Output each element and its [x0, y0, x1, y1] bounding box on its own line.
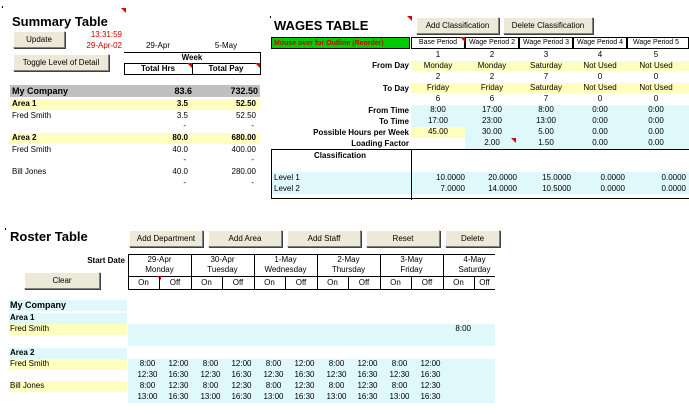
- rate-cell[interactable]: 15.0000: [542, 173, 571, 182]
- roster-time-cell[interactable]: 12:00: [294, 359, 315, 368]
- rate-cell[interactable]: 10.5000: [542, 184, 571, 193]
- wages-section: [265, 0, 689, 210]
- hours-cell[interactable]: 30.00: [481, 127, 503, 136]
- comment-marker-icon: [255, 63, 260, 68]
- roster-time-cell[interactable]: 16:30: [357, 370, 378, 379]
- roster-day-name: Thursday: [331, 265, 366, 274]
- to-day-cell[interactable]: Friday: [480, 83, 504, 92]
- summary-time: 13:31:59: [90, 30, 122, 39]
- roster-time-cell[interactable]: 8:00: [455, 324, 471, 333]
- roster-day-date: 4-May: [463, 255, 486, 264]
- roster-time-cell[interactable]: 16:30: [231, 392, 252, 401]
- to-time-cell[interactable]: 0:00: [648, 116, 664, 125]
- delete-classification-button[interactable]: Delete Classification: [503, 17, 593, 34]
- roster-time-cell[interactable]: 8:00: [328, 359, 345, 368]
- to-day-cell[interactable]: Not Used: [583, 83, 617, 92]
- roster-time-cell[interactable]: 12:30: [231, 381, 252, 390]
- hours-cell[interactable]: 0.00: [592, 127, 608, 136]
- roster-staff-row: Fred Smith: [9, 324, 127, 335]
- label-classification: Classification: [314, 151, 367, 160]
- start-date-label: Start Date: [87, 256, 125, 265]
- hours-cell[interactable]: 5.00: [538, 127, 554, 136]
- mouse-over-note: Mouse over for Outline (Reorder): [271, 37, 410, 49]
- roster-day-date: 30-Apr: [210, 255, 235, 264]
- to-time-cell[interactable]: 13:00: [535, 116, 557, 125]
- off-label: Off: [295, 278, 307, 287]
- roster-time-cell[interactable]: 8:00: [139, 381, 156, 390]
- rate-cell[interactable]: 0.0000: [661, 173, 686, 182]
- period-header: Wage Period 5: [632, 39, 680, 46]
- comment-marker-icon: [407, 16, 412, 21]
- roster-time-cell[interactable]: 16:30: [231, 370, 252, 379]
- rate-cell[interactable]: 20.0000: [488, 173, 517, 182]
- summary-row-person: Bill Jones 40.0 280.00: [12, 167, 256, 176]
- comment-marker-icon: [121, 8, 126, 13]
- roster-blank-row: [128, 335, 495, 346]
- roster-day-headers: [128, 254, 495, 290]
- summary-week-label: Week: [181, 53, 203, 62]
- period-column: 4 Not Used 0 Not Used 0 0:00 0:00 0.00 0.00: [573, 49, 627, 149]
- on-label: On: [327, 278, 338, 287]
- period-header: Wage Period 4: [576, 39, 624, 46]
- roster-time-cell[interactable]: 8:00: [139, 359, 156, 368]
- add-staff-button[interactable]: Add Staff: [287, 230, 361, 247]
- roster-time-cell[interactable]: 16:30: [357, 392, 378, 401]
- roster-time-cell[interactable]: 8:00: [391, 359, 408, 368]
- roster-staff-row: Bill Jones: [9, 381, 127, 392]
- to-time-cell[interactable]: 23:00: [481, 116, 503, 125]
- from-day-cell[interactable]: Monday: [477, 61, 507, 70]
- delete-button[interactable]: Delete: [445, 230, 500, 247]
- label-hours: Possible Hours per Week: [313, 128, 409, 137]
- roster-time-cell[interactable]: 12:30: [137, 370, 158, 379]
- on-label: On: [264, 278, 275, 287]
- from-time-cell[interactable]: 8:00: [430, 105, 446, 114]
- summary-row-area: Area 1 3.5 52.50: [10, 99, 260, 110]
- summary-row-dash: - -: [183, 178, 254, 187]
- from-day-cell[interactable]: Saturday: [529, 61, 563, 70]
- level-1-row: Level 1: [272, 172, 411, 183]
- roster-time-cell[interactable]: 16:30: [420, 370, 441, 379]
- from-time-cell[interactable]: 17:00: [481, 105, 503, 114]
- level-rates: [412, 172, 689, 194]
- summary-row-dash: - -: [183, 121, 254, 130]
- on-label: On: [138, 278, 149, 287]
- roster-area-row: Area 2: [9, 348, 127, 359]
- off-label: Off: [169, 278, 181, 287]
- period-column: 5 Not Used 0 Not Used 0 0:00 0:00 0.00 0.00: [627, 49, 685, 149]
- roster-staff-row: Fred Smith: [9, 359, 127, 370]
- roster-day-name: Wednesday: [264, 265, 307, 274]
- roster-day-date: 2-May: [337, 255, 360, 264]
- on-label: On: [390, 278, 401, 287]
- hours-cell[interactable]: 0.00: [648, 127, 664, 136]
- roster-time-cell[interactable]: 12:30: [200, 370, 221, 379]
- from-day-cell[interactable]: Monday: [423, 61, 453, 70]
- level-2-row: Level 2: [272, 183, 411, 194]
- roster-time-cell[interactable]: 8:00: [391, 381, 408, 390]
- period-header: Wage Period 3: [522, 39, 570, 46]
- from-day-cell[interactable]: Not Used: [583, 61, 617, 70]
- off-label: Off: [479, 278, 490, 287]
- roster-time-cell[interactable]: 13:00: [137, 392, 158, 401]
- comment-marker-icon: [460, 37, 465, 42]
- rate-cell[interactable]: 0.0000: [600, 173, 625, 182]
- roster-time-cell[interactable]: 16:30: [168, 370, 189, 379]
- summary-title: Summary Table: [12, 14, 108, 29]
- roster-section: [0, 212, 495, 417]
- roster-time-cell[interactable]: 12:30: [420, 381, 441, 390]
- roster-time-cell[interactable]: 8:00: [265, 359, 282, 368]
- to-day-cell[interactable]: Saturday: [529, 83, 563, 92]
- on-label: On: [201, 278, 212, 287]
- roster-staff-times: [128, 324, 495, 335]
- roster-time-cell[interactable]: 8:00: [328, 381, 345, 390]
- summary-col-pay: Total Pay: [208, 64, 244, 73]
- wage-period-headers: [411, 37, 689, 49]
- period-column: 3 Saturday 7 Saturday 7 8:00 13:00 5.00 1.50: [519, 49, 573, 149]
- loading-cell[interactable]: 0.00: [648, 138, 664, 147]
- rate-cell[interactable]: 0.0000: [661, 184, 686, 193]
- update-button[interactable]: Update: [13, 31, 65, 48]
- roster-time-cell[interactable]: 13:00: [263, 392, 284, 401]
- roster-title: Roster Table: [10, 229, 88, 244]
- summary-row-area: Area 2 80.0 680.00: [10, 133, 260, 144]
- roster-day-date: 3-May: [400, 255, 423, 264]
- off-label: Off: [232, 278, 244, 287]
- roster-day-name: Tuesday: [207, 265, 238, 274]
- to-time-cell[interactable]: 0:00: [592, 116, 608, 125]
- roster-time-cell[interactable]: 12:30: [389, 370, 410, 379]
- roster-time-cell[interactable]: 8:00: [202, 359, 219, 368]
- roster-time-cell[interactable]: 12:30: [168, 381, 189, 390]
- from-time-cell[interactable]: 0:00: [648, 105, 664, 114]
- roster-time-cell[interactable]: 12:30: [294, 381, 315, 390]
- summary-date-1: 29-Apr: [145, 41, 170, 50]
- roster-times-grid: [128, 359, 495, 403]
- roster-time-cell[interactable]: 8:00: [265, 381, 282, 390]
- from-time-cell[interactable]: 0:00: [592, 105, 608, 114]
- off-label: Off: [358, 278, 370, 287]
- roster-time-cell[interactable]: 12:00: [231, 359, 252, 368]
- rate-cell[interactable]: 10.0000: [436, 173, 465, 182]
- off-label: Off: [421, 278, 433, 287]
- roster-time-cell[interactable]: 12:00: [168, 359, 189, 368]
- roster-time-cell[interactable]: 13:00: [200, 392, 221, 401]
- loading-cell[interactable]: 0.00: [592, 138, 608, 147]
- roster-time-cell[interactable]: 13:00: [326, 392, 347, 401]
- roster-day-name: Monday: [145, 265, 174, 274]
- clear-button[interactable]: Clear: [24, 272, 100, 289]
- rate-cell[interactable]: 7.0000: [440, 184, 465, 193]
- roster-time-cell[interactable]: 12:30: [263, 370, 284, 379]
- roster-time-cell[interactable]: 12:30: [357, 381, 378, 390]
- roster-day-name: Friday: [400, 265, 423, 274]
- toggle-detail-button[interactable]: Toggle Level of Detail: [13, 54, 109, 71]
- roster-time-cell[interactable]: 8:00: [202, 381, 219, 390]
- summary-row-company: My Company 83.6 732.50: [12, 86, 258, 96]
- on-label: On: [453, 278, 464, 287]
- from-day-cell[interactable]: Not Used: [639, 61, 673, 70]
- add-area-button[interactable]: Add Area: [208, 230, 282, 247]
- roster-time-cell[interactable]: 12:00: [357, 359, 378, 368]
- label-to-time: To Time: [379, 117, 409, 126]
- roster-time-cell[interactable]: 16:30: [294, 370, 315, 379]
- summary-row-person: Fred Smith 3.5 52.50: [12, 111, 256, 120]
- to-time-cell[interactable]: 17:00: [427, 116, 449, 125]
- roster-time-cell[interactable]: 13:00: [389, 392, 410, 401]
- roster-time-cell[interactable]: 16:30: [168, 392, 189, 401]
- period-header: Base Period: [418, 39, 458, 46]
- roster-day-name: Saturday: [458, 265, 491, 274]
- period-column: 1 Monday 2 Friday 6 8:00 17:00 45.00: [411, 49, 465, 149]
- roster-time-cell[interactable]: 16:30: [294, 392, 315, 401]
- add-department-button[interactable]: Add Department: [129, 230, 203, 247]
- to-day-cell[interactable]: Friday: [426, 83, 450, 92]
- wages-title: WAGES TABLE: [274, 18, 369, 33]
- from-time-cell[interactable]: 8:00: [538, 105, 554, 114]
- loading-cell[interactable]: 2.00: [484, 138, 500, 147]
- summary-date-2: 5-May: [214, 41, 238, 50]
- summary-row-dash: - -: [183, 155, 254, 164]
- period-column: 2 Monday 2 Friday 6 17:00 23:00 30.00 2.00: [465, 49, 519, 149]
- to-day-cell[interactable]: Not Used: [639, 83, 673, 92]
- roster-time-cell[interactable]: 12:30: [326, 370, 347, 379]
- roster-day-date: 1-May: [274, 255, 297, 264]
- roster-day-date: 29-Apr: [147, 255, 172, 264]
- summary-section: [0, 0, 265, 200]
- label-loading: Loading Factor: [351, 139, 409, 148]
- rate-cell[interactable]: 0.0000: [600, 184, 625, 193]
- label-from-time: From Time: [368, 106, 409, 115]
- roster-time-cell[interactable]: 12:00: [420, 359, 441, 368]
- period-header: Wage Period 2: [468, 39, 516, 46]
- loading-cell[interactable]: 1.50: [538, 138, 554, 147]
- reset-button[interactable]: Reset: [366, 230, 440, 247]
- add-classification-button[interactable]: Add Classification: [416, 17, 499, 34]
- summary-col-hrs: Total Hrs: [140, 64, 176, 73]
- label-from-day: From Day: [372, 61, 409, 70]
- roster-time-cell[interactable]: 16:30: [420, 392, 441, 401]
- roster-company-row: My Company: [9, 300, 127, 311]
- roster-area-row: Area 1: [9, 313, 127, 324]
- summary-date: 29-Apr-02: [86, 41, 122, 50]
- comment-marker-icon: [187, 63, 192, 68]
- label-to-day: To Day: [382, 84, 409, 93]
- hours-cell[interactable]: 45.00: [427, 127, 449, 136]
- rate-cell[interactable]: 14.0000: [488, 184, 517, 193]
- summary-row-person: Fred Smith 40.0 400.00: [12, 145, 256, 154]
